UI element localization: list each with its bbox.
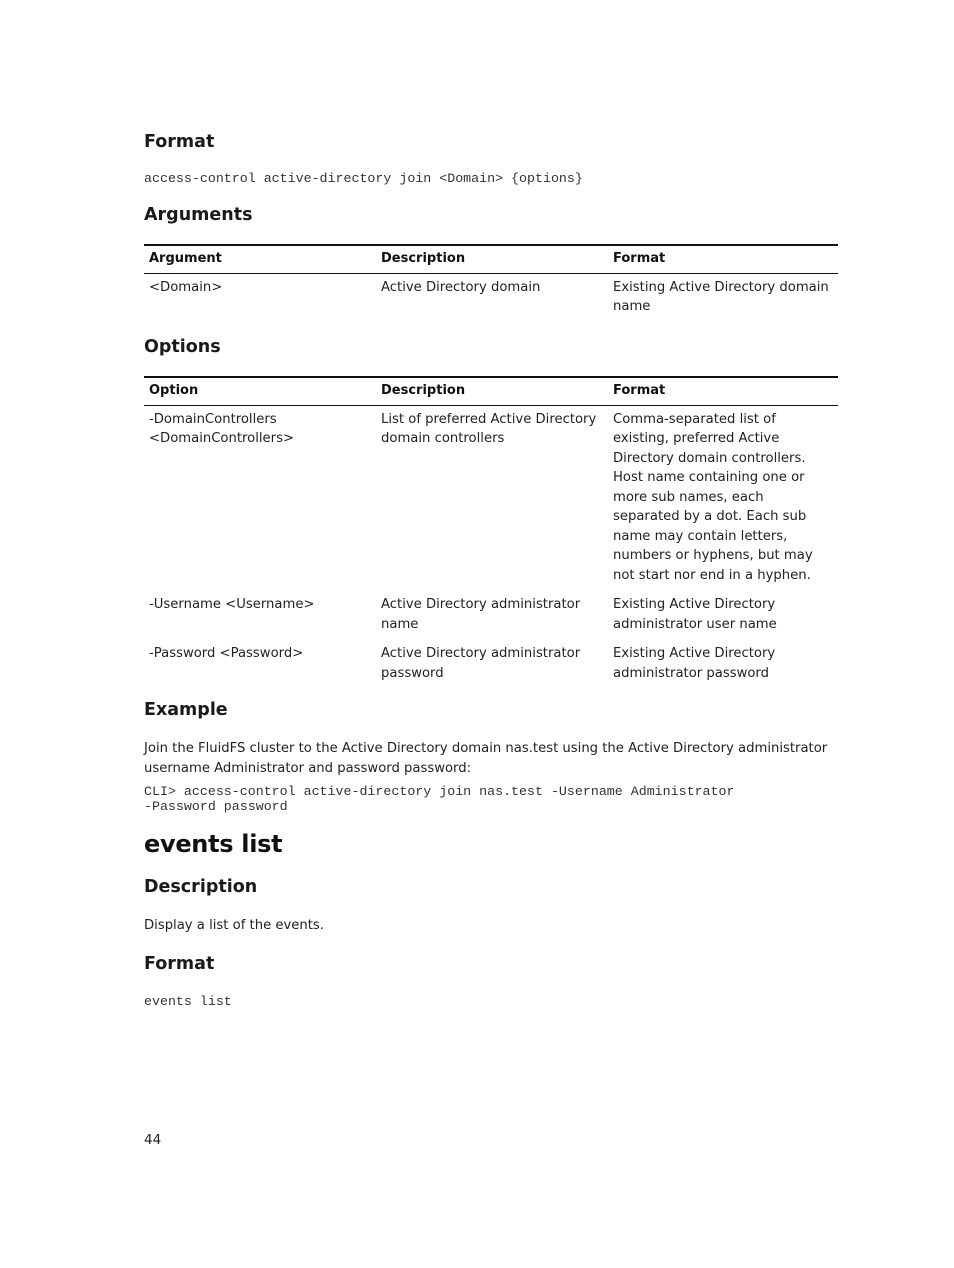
table-cell: Comma-separated list of existing, preferred Active Directory domain controllers. Host name containing one or more sub names, each separated by a dot. Each sub name may contain letters, numbers or hyphens, but may not start nor end in a hyphen. xyxy=(613,411,813,583)
example-code-line: CLI> access-control active-directory join nas.test -Username Administrator xyxy=(144,784,735,799)
format-code: events list xyxy=(144,994,232,1009)
format-code: access-control active-directory join <Domain> {options} xyxy=(144,171,583,186)
table-cell: Active Directory domain xyxy=(381,279,541,295)
table-cell: Existing Active Directory domain name xyxy=(613,279,829,314)
table-cell: Active Directory administrator password xyxy=(381,646,581,681)
table-cell: <Domain> xyxy=(149,279,223,295)
section-title: events list xyxy=(144,830,283,858)
column-header: Format xyxy=(608,377,838,405)
table-row xyxy=(144,273,838,323)
example-text: Join the FluidFS cluster to the Active Directory domain nas.test using the Active Directory administrator username Administrator and password password: xyxy=(144,741,828,776)
example-heading: Example xyxy=(144,700,228,720)
table-cell: Active Directory administrator name xyxy=(381,597,581,632)
format-heading: Format xyxy=(144,132,215,152)
table-cell: -DomainControllers <DomainControllers> xyxy=(149,411,295,446)
column-header: Argument xyxy=(144,245,376,273)
description-text: Display a list of the events. xyxy=(144,918,324,933)
column-header: Description xyxy=(376,377,608,405)
table-header-row xyxy=(144,245,838,273)
table-row xyxy=(144,591,838,640)
column-header: Format xyxy=(608,245,838,273)
arguments-heading: Arguments xyxy=(144,205,253,225)
column-header: Description xyxy=(376,245,608,273)
table-header-row xyxy=(144,377,838,405)
options-table xyxy=(144,376,838,689)
options-heading: Options xyxy=(144,337,221,357)
table-cell: -Username <Username> xyxy=(149,597,315,612)
table-cell: Existing Active Directory administrator user name xyxy=(613,597,777,632)
table-row xyxy=(144,640,838,689)
example-code-line: -Password password xyxy=(144,799,288,814)
column-header: Option xyxy=(144,377,376,405)
table-row xyxy=(144,405,838,591)
format-heading: Format xyxy=(144,954,215,974)
arguments-table xyxy=(144,244,838,323)
table-cell: List of preferred Active Directory domain controllers xyxy=(381,411,597,446)
table-cell: Existing Active Directory administrator password xyxy=(613,646,776,681)
description-heading: Description xyxy=(144,877,258,897)
page-number: 44 xyxy=(144,1132,162,1148)
table-cell: -Password <Password> xyxy=(149,646,304,661)
